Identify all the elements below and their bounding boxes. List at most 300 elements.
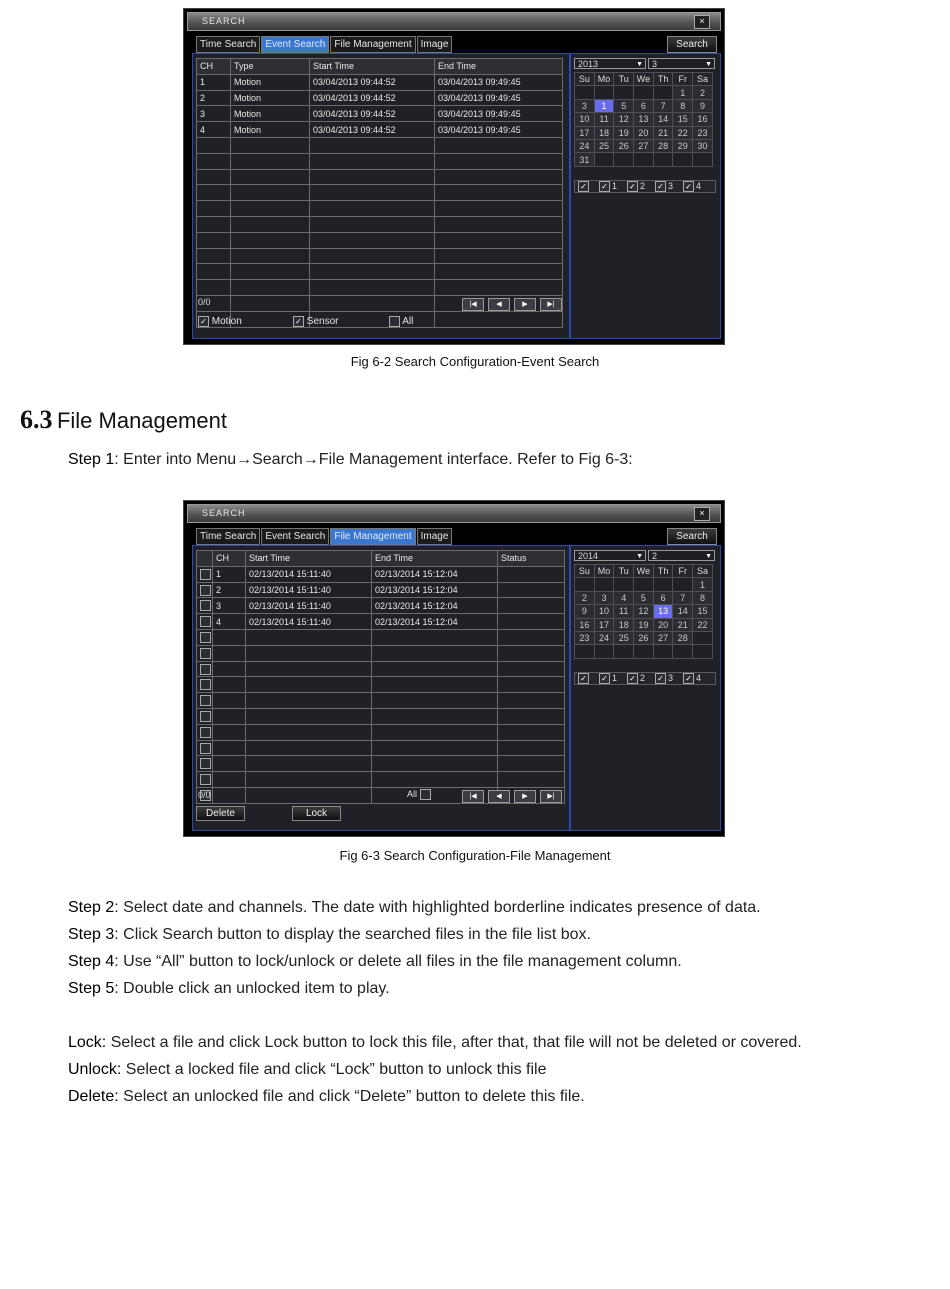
- row-select-cell[interactable]: [197, 677, 213, 693]
- table-row[interactable]: [197, 677, 565, 693]
- calendar-day[interactable]: 25: [594, 139, 614, 152]
- note-text: Select a locked file and click “Lock” button to unlock this file: [121, 1061, 547, 1078]
- unchecked-icon[interactable]: [200, 758, 211, 769]
- channel-label: 1: [612, 180, 618, 191]
- table-row[interactable]: [197, 693, 565, 709]
- step-1: [68, 451, 633, 469]
- table-cell: 02/13/2014 15:12:04: [372, 598, 498, 614]
- table-cell: [498, 772, 565, 788]
- checked-icon[interactable]: ✓: [599, 181, 610, 192]
- row-select-cell[interactable]: [197, 614, 213, 630]
- table-row[interactable]: [197, 740, 565, 756]
- col-header-status: Status: [498, 551, 565, 567]
- calendar-day[interactable]: 22: [673, 126, 693, 139]
- calendar-day[interactable]: 7: [653, 99, 673, 112]
- table-row[interactable]: [197, 629, 565, 645]
- col-header-start-time: Start Time: [246, 551, 372, 567]
- calendar-week-row: [575, 139, 713, 152]
- row-select-cell[interactable]: [197, 708, 213, 724]
- step-label: Step 4: [68, 953, 115, 970]
- calendar-empty-cell: [634, 86, 654, 99]
- table-cell: 1: [197, 74, 231, 90]
- calendar-day[interactable]: 17: [575, 126, 595, 139]
- calendar-day[interactable]: 2: [575, 591, 595, 604]
- all-label: All: [402, 316, 414, 328]
- unchecked-icon[interactable]: [200, 679, 211, 690]
- unchecked-icon[interactable]: [200, 585, 211, 596]
- delete-button[interactable]: Delete: [196, 806, 245, 821]
- calendar-empty-cell: [673, 153, 693, 166]
- table-cell: [246, 677, 372, 693]
- table-cell: [310, 232, 435, 248]
- table-cell: [197, 153, 231, 169]
- search-button[interactable]: Search: [667, 528, 717, 545]
- checked-icon[interactable]: ✓: [683, 673, 694, 684]
- table-cell: 1: [213, 566, 246, 582]
- unchecked-icon[interactable]: [200, 711, 211, 722]
- sensor-label: Sensor: [306, 316, 339, 328]
- calendar-empty-cell: [634, 578, 654, 591]
- row-select-cell[interactable]: [197, 756, 213, 772]
- unchecked-icon[interactable]: [200, 569, 211, 580]
- col-header-end-time: End Time: [372, 551, 498, 567]
- calendar-pane: [570, 53, 721, 339]
- row-select-cell[interactable]: [197, 598, 213, 614]
- checked-icon[interactable]: ✓: [599, 673, 610, 684]
- calendar-day[interactable]: 14: [673, 605, 693, 618]
- tab-file-management[interactable]: File Management: [330, 528, 415, 545]
- table-cell: [435, 216, 563, 232]
- table-row[interactable]: [197, 756, 565, 772]
- section-number: 6.3: [20, 405, 53, 434]
- table-row[interactable]: [197, 106, 563, 122]
- calendar-day[interactable]: 20: [653, 618, 673, 631]
- table-cell: [498, 693, 565, 709]
- calendar-day[interactable]: 24: [575, 139, 595, 152]
- calendar-week-row: [575, 618, 713, 631]
- dialog-title: SEARCH: [202, 16, 246, 26]
- table-cell: 02/13/2014 15:12:04: [372, 566, 498, 582]
- calendar-empty-cell: [693, 631, 713, 644]
- calendar-day[interactable]: 29: [673, 139, 693, 152]
- checked-icon[interactable]: ✓: [683, 181, 694, 192]
- sensor-option[interactable]: [293, 316, 338, 327]
- file-management-dialog: [183, 500, 725, 837]
- table-row[interactable]: [197, 248, 563, 264]
- unchecked-icon[interactable]: [200, 616, 211, 627]
- calendar-day[interactable]: 5: [634, 591, 654, 604]
- checked-icon[interactable]: ✓: [293, 316, 304, 327]
- dialog-titlebar: [187, 12, 721, 31]
- table-cell: [435, 201, 563, 217]
- table-cell: [246, 708, 372, 724]
- calendar-day[interactable]: 21: [673, 618, 693, 631]
- next-page-icon[interactable]: ▶: [514, 790, 536, 803]
- calendar-day[interactable]: 1: [594, 99, 614, 112]
- table-cell: [498, 677, 565, 693]
- unchecked-icon[interactable]: [200, 774, 211, 785]
- table-row[interactable]: [197, 185, 563, 201]
- calendar-empty-cell: [693, 153, 713, 166]
- calendar-day[interactable]: 12: [634, 605, 654, 618]
- calendar-day[interactable]: 3: [575, 99, 595, 112]
- unchecked-icon[interactable]: [200, 600, 211, 611]
- table-row[interactable]: [197, 566, 565, 582]
- calendar-empty-cell: [594, 153, 614, 166]
- table-cell: [246, 756, 372, 772]
- row-select-cell[interactable]: [197, 645, 213, 661]
- calendar-day[interactable]: 7: [673, 591, 693, 604]
- channel-option[interactable]: [655, 673, 673, 684]
- dropdown-arrow-icon: ▼: [705, 61, 712, 68]
- table-cell: [372, 661, 498, 677]
- table-row[interactable]: [197, 661, 565, 677]
- table-row[interactable]: [197, 311, 563, 327]
- calendar-pane: [570, 545, 721, 831]
- calendar-day[interactable]: 1: [693, 578, 713, 591]
- month-select[interactable]: [648, 550, 715, 561]
- table-row[interactable]: [197, 264, 563, 280]
- table-cell: 03/04/2013 09:49:45: [435, 106, 563, 122]
- row-select-cell[interactable]: [197, 740, 213, 756]
- table-cell: 02/13/2014 15:11:40: [246, 614, 372, 630]
- table-row[interactable]: [197, 598, 565, 614]
- table-row[interactable]: [197, 216, 563, 232]
- calendar-empty-cell: [594, 645, 614, 658]
- table-cell: 03/04/2013 09:49:45: [435, 74, 563, 90]
- table-cell: 02/13/2014 15:11:40: [246, 582, 372, 598]
- table-cell: [498, 724, 565, 740]
- checked-icon[interactable]: ✓: [655, 181, 666, 192]
- calendar-day[interactable]: 28: [673, 631, 693, 644]
- table-row[interactable]: [197, 137, 563, 153]
- calendar-week-row: [575, 153, 713, 166]
- table-row[interactable]: [197, 614, 565, 630]
- channel-option[interactable]: [683, 673, 701, 684]
- calendar-day[interactable]: 26: [614, 139, 634, 152]
- channel-label: 4: [696, 672, 702, 683]
- table-row[interactable]: [197, 201, 563, 217]
- unchecked-icon[interactable]: [200, 632, 211, 643]
- page-nav: [462, 790, 562, 803]
- channel-label: 3: [668, 180, 674, 191]
- table-cell: [213, 756, 246, 772]
- table-cell: [213, 629, 246, 645]
- step-5: [68, 980, 390, 998]
- col-header-end-time: End Time: [435, 59, 563, 75]
- calendar-day[interactable]: 5: [614, 99, 634, 112]
- next-page-icon[interactable]: ▶: [514, 298, 536, 311]
- calendar-day[interactable]: 14: [653, 113, 673, 126]
- table-cell: [310, 137, 435, 153]
- col-header-ch: CH: [213, 551, 246, 567]
- year-select[interactable]: [574, 58, 646, 69]
- table-cell: [246, 629, 372, 645]
- table-cell: 03/04/2013 09:44:52: [310, 90, 435, 106]
- calendar-week-row: [575, 86, 713, 99]
- calendar-header-row: [575, 565, 713, 578]
- table-cell: [213, 740, 246, 756]
- calendar-day[interactable]: 26: [634, 631, 654, 644]
- calendar-day[interactable]: 11: [614, 605, 634, 618]
- checked-icon[interactable]: ✓: [198, 316, 209, 327]
- table-row[interactable]: [197, 645, 565, 661]
- table-cell: [435, 153, 563, 169]
- unchecked-icon[interactable]: [420, 789, 431, 800]
- table-cell: [213, 693, 246, 709]
- calendar-empty-cell: [575, 645, 595, 658]
- unchecked-icon[interactable]: [200, 648, 211, 659]
- calendar-day[interactable]: 1: [673, 86, 693, 99]
- table-cell: [231, 232, 310, 248]
- row-select-cell[interactable]: [197, 724, 213, 740]
- calendar-day[interactable]: 28: [653, 139, 673, 152]
- row-select-cell[interactable]: [197, 772, 213, 788]
- table-row[interactable]: [197, 122, 563, 138]
- table-cell: [197, 248, 231, 264]
- table-cell: [246, 661, 372, 677]
- calendar-week-row: [575, 605, 713, 618]
- calendar-day[interactable]: 6: [653, 591, 673, 604]
- calendar-day[interactable]: 24: [594, 631, 614, 644]
- step-text: : Double click an unlocked item to play.: [114, 980, 390, 997]
- weekday-label: Fr: [673, 565, 693, 578]
- calendar-empty-cell: [653, 645, 673, 658]
- table-cell: [498, 756, 565, 772]
- calendar-day[interactable]: 12: [614, 113, 634, 126]
- table-cell: [310, 153, 435, 169]
- tab-event-search[interactable]: Event Search: [261, 36, 329, 53]
- col-header-type: Type: [231, 59, 310, 75]
- table-row[interactable]: [197, 153, 563, 169]
- table-cell: [310, 169, 435, 185]
- table-row[interactable]: [197, 772, 565, 788]
- table-cell: [435, 169, 563, 185]
- table-cell: [246, 724, 372, 740]
- col-header-start-time: Start Time: [310, 59, 435, 75]
- calendar-empty-cell: [673, 578, 693, 591]
- calendar-day[interactable]: 8: [673, 99, 693, 112]
- table-cell: [231, 169, 310, 185]
- checked-icon[interactable]: ✓: [627, 673, 638, 684]
- col-header-select: [197, 551, 213, 567]
- table-cell: [435, 264, 563, 280]
- tab-file-management[interactable]: File Management: [330, 36, 415, 53]
- year-select[interactable]: [574, 550, 646, 561]
- table-cell: 03/04/2013 09:49:45: [435, 122, 563, 138]
- calendar-day[interactable]: 25: [614, 631, 634, 644]
- calendar-day[interactable]: 3: [594, 591, 614, 604]
- calendar-week-row: [575, 631, 713, 644]
- motion-option[interactable]: [198, 316, 242, 327]
- table-cell: [197, 232, 231, 248]
- table-row[interactable]: [197, 232, 563, 248]
- note-text: Select an unlocked file and click “Delete” button to delete this file.: [118, 1088, 585, 1105]
- table-cell: Motion: [231, 106, 310, 122]
- table-cell: 03/04/2013 09:44:52: [310, 122, 435, 138]
- unchecked-icon[interactable]: [200, 727, 211, 738]
- calendar-day[interactable]: 13: [634, 113, 654, 126]
- tab-image[interactable]: Image: [417, 528, 453, 545]
- calendar-day[interactable]: 18: [594, 126, 614, 139]
- last-page-icon[interactable]: ▶|: [540, 298, 562, 311]
- table-row[interactable]: [197, 74, 563, 90]
- unchecked-icon[interactable]: [389, 316, 400, 327]
- table-cell: [213, 645, 246, 661]
- year-value: 2014: [578, 551, 599, 561]
- calendar-day[interactable]: 9: [693, 99, 713, 112]
- table-row[interactable]: [197, 169, 563, 185]
- channel-option[interactable]: [627, 181, 645, 192]
- tab-event-search[interactable]: Event Search: [261, 528, 329, 545]
- event-search-dialog: [183, 8, 725, 345]
- table-cell: 02/13/2014 15:11:40: [246, 598, 372, 614]
- step-text: : Use “All” button to lock/unlock or delete all files in the file management column.: [114, 953, 682, 970]
- weekday-label: Th: [653, 73, 673, 86]
- page-counter: 0/0: [198, 790, 211, 800]
- checked-icon[interactable]: ✓: [578, 673, 589, 684]
- calendar-empty-cell: [575, 578, 595, 591]
- channel-option[interactable]: [627, 673, 645, 684]
- tab-image[interactable]: Image: [417, 36, 453, 53]
- table-cell: [197, 137, 231, 153]
- row-select-cell[interactable]: [197, 661, 213, 677]
- channel-option[interactable]: [655, 181, 673, 192]
- page-nav: [462, 298, 562, 311]
- note-unlock: [68, 1061, 546, 1079]
- calendar-day[interactable]: 21: [653, 126, 673, 139]
- lock-button[interactable]: Lock: [292, 806, 341, 821]
- table-cell: [310, 248, 435, 264]
- channel-option[interactable]: [683, 181, 701, 192]
- checked-icon[interactable]: ✓: [627, 181, 638, 192]
- table-cell: [435, 280, 563, 296]
- calendar-day[interactable]: 31: [575, 153, 595, 166]
- table-row[interactable]: [197, 724, 565, 740]
- calendar-day[interactable]: 16: [575, 618, 595, 631]
- table-cell: [197, 169, 231, 185]
- all-select[interactable]: [407, 789, 431, 800]
- prev-page-icon[interactable]: ◀: [488, 298, 510, 311]
- calendar-day[interactable]: 16: [693, 113, 713, 126]
- table-cell: [213, 708, 246, 724]
- calendar-empty-cell: [634, 645, 654, 658]
- table-row[interactable]: [197, 582, 565, 598]
- step-label: Step 1: [68, 451, 115, 468]
- unchecked-icon[interactable]: [200, 664, 211, 675]
- calendar-day[interactable]: 27: [653, 631, 673, 644]
- note-text: Select a file and click Lock button to lock this file, after that, that file will not be deleted or covered.: [106, 1034, 802, 1051]
- table-row[interactable]: [197, 708, 565, 724]
- table-row[interactable]: [197, 90, 563, 106]
- table-cell: [498, 566, 565, 582]
- prev-page-icon[interactable]: ◀: [488, 790, 510, 803]
- calendar-empty-cell: [634, 153, 654, 166]
- calendar-day[interactable]: 17: [594, 618, 614, 631]
- month-select[interactable]: [648, 58, 715, 69]
- close-icon[interactable]: ×: [694, 507, 710, 521]
- note-label: Lock:: [68, 1034, 107, 1051]
- calendar-day[interactable]: 11: [594, 113, 614, 126]
- table-cell: [231, 216, 310, 232]
- calendar-day[interactable]: 8: [693, 591, 713, 604]
- calendar-day[interactable]: 19: [634, 618, 654, 631]
- first-page-icon[interactable]: |◀: [462, 790, 484, 803]
- table-cell: 2: [213, 582, 246, 598]
- calendar-grid: [574, 564, 713, 659]
- table-header-row: [197, 59, 563, 75]
- figure-caption: Fig 6-3 Search Configuration-File Management: [339, 848, 611, 863]
- unchecked-icon[interactable]: [200, 695, 211, 706]
- step-label: Step 3: [68, 926, 115, 943]
- calendar-day[interactable]: 10: [594, 605, 614, 618]
- calendar-day[interactable]: 6: [634, 99, 654, 112]
- first-page-icon[interactable]: |◀: [462, 298, 484, 311]
- last-page-icon[interactable]: ▶|: [540, 790, 562, 803]
- row-select-cell[interactable]: [197, 582, 213, 598]
- all-option[interactable]: [389, 316, 413, 327]
- calendar-day[interactable]: 27: [634, 139, 654, 152]
- calendar-day[interactable]: 18: [614, 618, 634, 631]
- tab-time-search[interactable]: Time Search: [196, 36, 260, 53]
- search-button[interactable]: Search: [667, 36, 717, 53]
- checked-icon[interactable]: ✓: [578, 181, 589, 192]
- calendar-day[interactable]: 13: [653, 605, 673, 618]
- tab-time-search[interactable]: Time Search: [196, 528, 260, 545]
- table-cell: [435, 185, 563, 201]
- note-label: Delete:: [68, 1088, 119, 1105]
- checked-icon[interactable]: ✓: [655, 673, 666, 684]
- table-cell: [435, 311, 563, 327]
- table-cell: [372, 693, 498, 709]
- calendar-day[interactable]: 9: [575, 605, 595, 618]
- calendar-day[interactable]: 22: [693, 618, 713, 631]
- calendar-day[interactable]: 23: [693, 126, 713, 139]
- weekday-label: Su: [575, 73, 595, 86]
- table-cell: 03/04/2013 09:44:52: [310, 106, 435, 122]
- table-cell: [498, 740, 565, 756]
- table-cell: [498, 661, 565, 677]
- calendar-day[interactable]: 10: [575, 113, 595, 126]
- table-header-row: [197, 551, 565, 567]
- calendar-day[interactable]: 15: [693, 605, 713, 618]
- calendar-day[interactable]: 4: [614, 591, 634, 604]
- table-cell: [310, 201, 435, 217]
- unchecked-icon[interactable]: [200, 743, 211, 754]
- table-row[interactable]: [197, 280, 563, 296]
- calendar-day[interactable]: 2: [693, 86, 713, 99]
- calendar-day[interactable]: 30: [693, 139, 713, 152]
- table-cell: [246, 740, 372, 756]
- table-cell: [213, 724, 246, 740]
- row-select-cell[interactable]: [197, 629, 213, 645]
- calendar-day[interactable]: 20: [634, 126, 654, 139]
- step-text: : Select date and channels. The date with highlighted borderline indicates presence of data.: [114, 899, 761, 916]
- channel-option[interactable]: [599, 181, 617, 192]
- table-cell: 03/04/2013 09:49:45: [435, 90, 563, 106]
- close-icon[interactable]: ×: [694, 15, 710, 29]
- calendar-day[interactable]: 23: [575, 631, 595, 644]
- table-cell: 03/04/2013 09:44:52: [310, 74, 435, 90]
- row-select-cell[interactable]: [197, 693, 213, 709]
- table-cell: 4: [213, 614, 246, 630]
- row-select-cell[interactable]: [197, 566, 213, 582]
- calendar-day[interactable]: 19: [614, 126, 634, 139]
- channel-option[interactable]: [599, 673, 617, 684]
- table-cell: 02/13/2014 15:11:40: [246, 566, 372, 582]
- calendar-day[interactable]: 15: [673, 113, 693, 126]
- section-title: File Management: [56, 408, 227, 433]
